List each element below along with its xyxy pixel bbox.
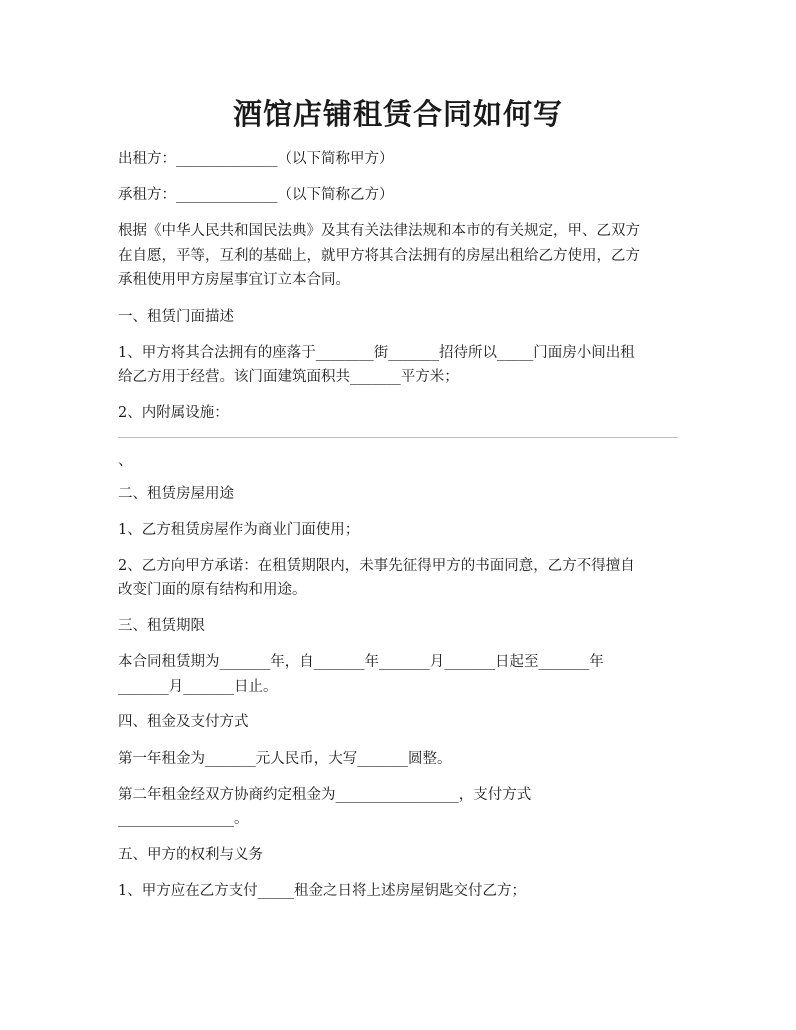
preamble-line-3: 承租使用甲方房屋事宜订立本合同。	[118, 272, 350, 288]
clause-2-2-line-1: 2、乙方向甲方承诺：在租赁期限内，未事先征得甲方的书面同意，乙方不得擅自	[118, 558, 635, 574]
section-heading-5: 五、甲方的权利与义务	[118, 847, 263, 863]
clause-1-1-line-1: 1、甲方将其合法拥有的座落于________街_______招待所以_____门面房小间出租	[118, 345, 635, 361]
term-line-2: _______月_______日止。	[118, 679, 278, 695]
preamble-line-2: 在自愿，平等，互利的基础上，就甲方将其合法拥有的房屋出租给乙方使用，乙方	[118, 248, 640, 264]
clause-2-2-line-2: 改变门面的原有结构和用途。	[118, 582, 307, 598]
clause-1-2: 2、内附属设施：	[118, 405, 229, 421]
section-heading-3: 三、租赁期限	[118, 618, 205, 634]
lessee-line: 承租方：______________（以下简称乙方）	[118, 187, 394, 203]
clause-5-1: 1、甲方应在乙方支付_____租金之日将上述房屋钥匙交付乙方；	[118, 883, 526, 899]
section-heading-4: 四、租金及支付方式	[118, 714, 249, 730]
rent-first-year: 第一年租金为_______元人民币，大写_______圆整。	[118, 751, 452, 767]
preamble-line-1: 根据《中华人民共和国民法典》及其有关法律法规和本市的有关规定，甲、乙双方	[118, 223, 640, 239]
clause-2-1: 1、乙方租赁房屋作为商业门面使用；	[118, 522, 360, 538]
clause-1-1-line-2: 给乙方用于经营。该门面建筑面积共_______平方米；	[118, 369, 459, 385]
lessor-line: 出租方：______________（以下简称甲方）	[118, 151, 394, 167]
fill-in-line	[118, 437, 678, 438]
clause-1-2-continuation: 、	[118, 453, 133, 469]
term-line-1: 本合同租赁期为_______年，自_______年_______月_______日起至_______年	[118, 654, 604, 670]
section-heading-2: 二、租赁房屋用途	[118, 486, 234, 502]
section-heading-1: 一、租赁门面描述	[118, 309, 234, 325]
document-title: 酒馆店铺租赁合同如何写	[232, 97, 563, 131]
rent-second-year-line-2: ________________。	[118, 811, 249, 827]
rent-second-year-line-1: 第二年租金经双方协商约定租金为_________________，支付方式	[118, 787, 532, 803]
